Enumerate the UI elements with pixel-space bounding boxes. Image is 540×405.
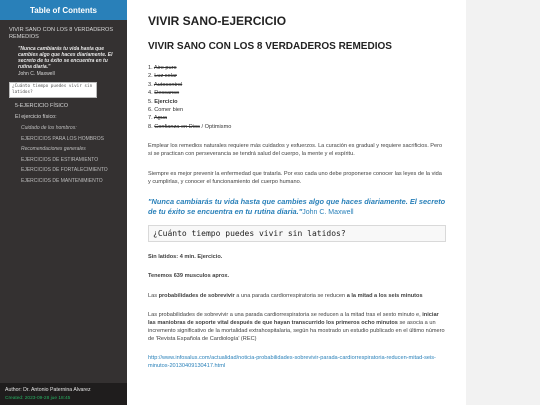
paragraph-remedios: Emplear los remedios naturales requiere más cuidados y esfuerzos. La curación es gradual y requiere sacrificios. Pero si se practican con perseverancia se tendrá salud del cuerpo, la mente y el espíritu. (148, 143, 443, 158)
toc-item-quote[interactable]: "Nunca cambiarás tu vida hasta que cambies algo que haces diariamente. El secreto de tu éxito se encuentra en tu rutina diaria." (18, 45, 113, 71)
list-item: 1. Aire puro (148, 65, 177, 71)
page-title: VIVIR SANO-EJERCICIO (148, 14, 287, 28)
infosalus-link[interactable]: http://www.infosalus.com/actualidad/noticia-probabilidades-sobrevivir-parada-cardiorrespiratoria-reducen-mitad-seis-minutos-20130409130417.html (148, 354, 436, 369)
section-title: VIVIR SANO CON LOS 8 VERDADEROS REMEDIOS (148, 41, 392, 52)
footer-author: Author: Dr. Antonio Paternina Alvarez (5, 387, 91, 393)
estudio-paragraph: Las probabilidades de sobrevivir a una parada cardiorrespiratoria se reducen a la mitad tras el sexto minuto e, iniciar las maniobras de soporte vital después de que hayan transcurrido los primeros ocho minutos se asocia a un incremento significativo de la mortalidad extrahospitalaria, según ha mostrado un estudio publicado en el último número de 'Revista Española de Cardiología' (REC) (148, 311, 445, 343)
list-item: 8. Confianza en Dios / Optimismo (148, 123, 232, 130)
toc-item-ejercicios-hombros[interactable]: EJERCICIOS PARA LOS HOMBROS (21, 135, 104, 142)
probabilidades-paragraph: Las probabilidades de sobrevivir a una parada cardiorrespiratoria se reducen a la mitad a los seis minutos (148, 292, 423, 299)
toc-item-recomendaciones[interactable]: Recomendaciones generales (21, 146, 86, 153)
toc-item-cuidado-hombros[interactable]: Cuidado de los hombros: (21, 125, 77, 132)
sin-latidos-text: Sin latidos: 4 min. Ejercicio. (148, 254, 223, 261)
maxwell-quote: "Nunca cambiarás tu vida hasta que cambies algo que haces diariamente. El secreto de tu éxito se encuentra en tu rutina diaria."John C. Maxwell (148, 197, 446, 216)
list-item: 2. Luz solar (148, 73, 177, 80)
toc-list (0, 20, 127, 184)
toc-header (0, 0, 127, 20)
maxwell-quote-author: John C. Maxwell (302, 208, 354, 216)
toc-item-vivir-sano[interactable]: VIVIR SANO CON LOS 8 VERDADEROS REMEDIOS (9, 27, 114, 41)
toc-title: Table of Contents (30, 5, 97, 15)
right-background (466, 0, 540, 405)
main-content (127, 0, 466, 405)
list-item: 3. Autocontrol (148, 81, 183, 88)
list-item: 7. Agua (148, 115, 167, 122)
list-item: 4. Descanso (148, 90, 180, 97)
toc-item-mantenimiento[interactable]: EJERCICIOS DE MANTENIMIENTO (21, 177, 103, 184)
toc-item-ejercicio-fisico[interactable]: 5-EJERCICIO FÍSICO (15, 103, 69, 110)
sidebar-footer (0, 383, 127, 405)
sidebar (0, 0, 127, 405)
toc-item-code[interactable]: ¿Cuánto tiempo puedes vivir sin latidos? (9, 82, 97, 98)
musculos-text: Tenemos 639 musculos aprox. (148, 273, 230, 280)
list-item: 6. Comer bien (148, 107, 184, 114)
list-item: 5. Ejercicio (148, 98, 178, 105)
code-heading: ¿Cuánto tiempo puedes vivir sin latidos? (148, 225, 446, 242)
remedies-list (148, 64, 446, 131)
toc-item-estiramiento[interactable]: EJERCICIOS DE ESTIRAMIENTO (21, 156, 99, 163)
toc-item-quote-author[interactable]: John C. Maxwell (18, 70, 55, 77)
toc-item-fortalecimiento[interactable]: EJERCICIOS DE FORTALECIMIENTO (21, 167, 108, 174)
toc-item-el-ejercicio[interactable]: El ejercicio físico: (15, 114, 57, 121)
footer-created: Created: 2023-09-28 jue 18:45 (5, 396, 71, 401)
paragraph-prevenir: Siempre es mejor prevenir la enfermedad que tratarla. Por eso cada uno debe proponerse conocer las leyes de la vida y cumplirlas, y conocer el funcionamiento del cuerpo humano. (148, 170, 442, 185)
